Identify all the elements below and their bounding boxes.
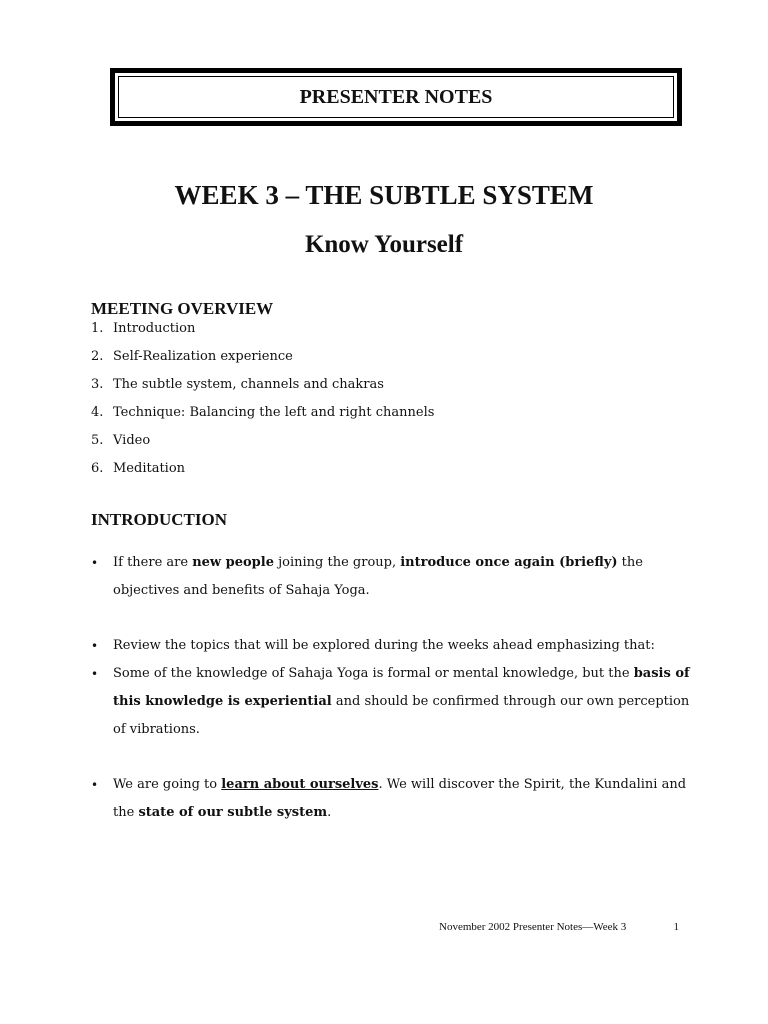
bold-text: state of our subtle system: [138, 805, 328, 820]
text-run: If there are: [113, 555, 193, 570]
list-text: Video: [113, 433, 151, 448]
bullet-text: [113, 632, 691, 660]
list-number: 2.: [91, 349, 104, 364]
page-subtitle: Know Yourself: [304, 231, 464, 258]
text-run: the objectives and benefits of Sahaja Yoga.: [113, 555, 643, 598]
text-run: . We will discover the Spirit, the Kundalini and the: [113, 777, 687, 820]
bullet-icon: •: [91, 639, 99, 653]
list-text: Self-Realization experience: [113, 349, 293, 364]
overview-heading: MEETING OVERVIEW: [91, 299, 274, 318]
list-item: [91, 403, 434, 431]
list-text: Meditation: [113, 461, 186, 476]
text-run: We are going to: [113, 777, 222, 792]
bullet-item: [91, 632, 691, 660]
bold-text: basis of this knowledge is experiential: [113, 666, 690, 709]
header-label: PRESENTER NOTES: [118, 76, 674, 118]
list-text: The subtle system, channels and chakras: [113, 377, 384, 392]
bullet-text: [113, 549, 691, 605]
list-item: [91, 431, 434, 459]
bold-text: introduce once again (briefly): [400, 555, 618, 570]
list-item: [91, 319, 434, 347]
page-footer: [439, 921, 679, 933]
text-run: Review the topics that will be explored during the weeks ahead emphasizing that:: [113, 638, 655, 653]
text-run: .: [327, 805, 332, 820]
overview-list: [91, 319, 434, 487]
bullet-text: [113, 660, 691, 744]
text-run: joining the group,: [273, 555, 401, 570]
list-text: Technique: Balancing the left and right channels: [113, 405, 435, 420]
list-number: 1.: [91, 321, 104, 336]
footer-text: November 2002 Presenter Notes—Week 3: [439, 921, 627, 933]
text-run: Some of the knowledge of Sahaja Yoga is formal or mental knowledge, but the: [113, 666, 634, 681]
bullet-icon: •: [91, 667, 99, 681]
list-number: 4.: [91, 405, 104, 420]
bullet-item: [91, 771, 691, 827]
bullet-icon: •: [91, 778, 99, 792]
underlined-text: learn about ourselves: [221, 777, 379, 792]
list-text: Introduction: [113, 321, 196, 336]
bullet-text: [113, 771, 691, 827]
list-item: [91, 347, 434, 375]
list-item: [91, 459, 434, 487]
bullet-item: [91, 660, 691, 744]
bullet-item: [91, 549, 691, 605]
list-number: 5.: [91, 433, 104, 448]
introduction-bullets: [91, 549, 691, 827]
introduction-heading: INTRODUCTION: [91, 510, 228, 529]
header-box: [110, 68, 682, 126]
page-number: 1: [673, 921, 679, 933]
list-item: [91, 375, 434, 403]
list-number: 3.: [91, 377, 104, 392]
bold-text: new people: [192, 555, 274, 570]
page-title: WEEK 3 – THE SUBTLE SYSTEM: [174, 180, 594, 210]
bullet-icon: •: [91, 556, 99, 570]
text-run: and should be confirmed through our own perception of vibrations.: [113, 694, 690, 737]
list-number: 6.: [91, 461, 104, 476]
